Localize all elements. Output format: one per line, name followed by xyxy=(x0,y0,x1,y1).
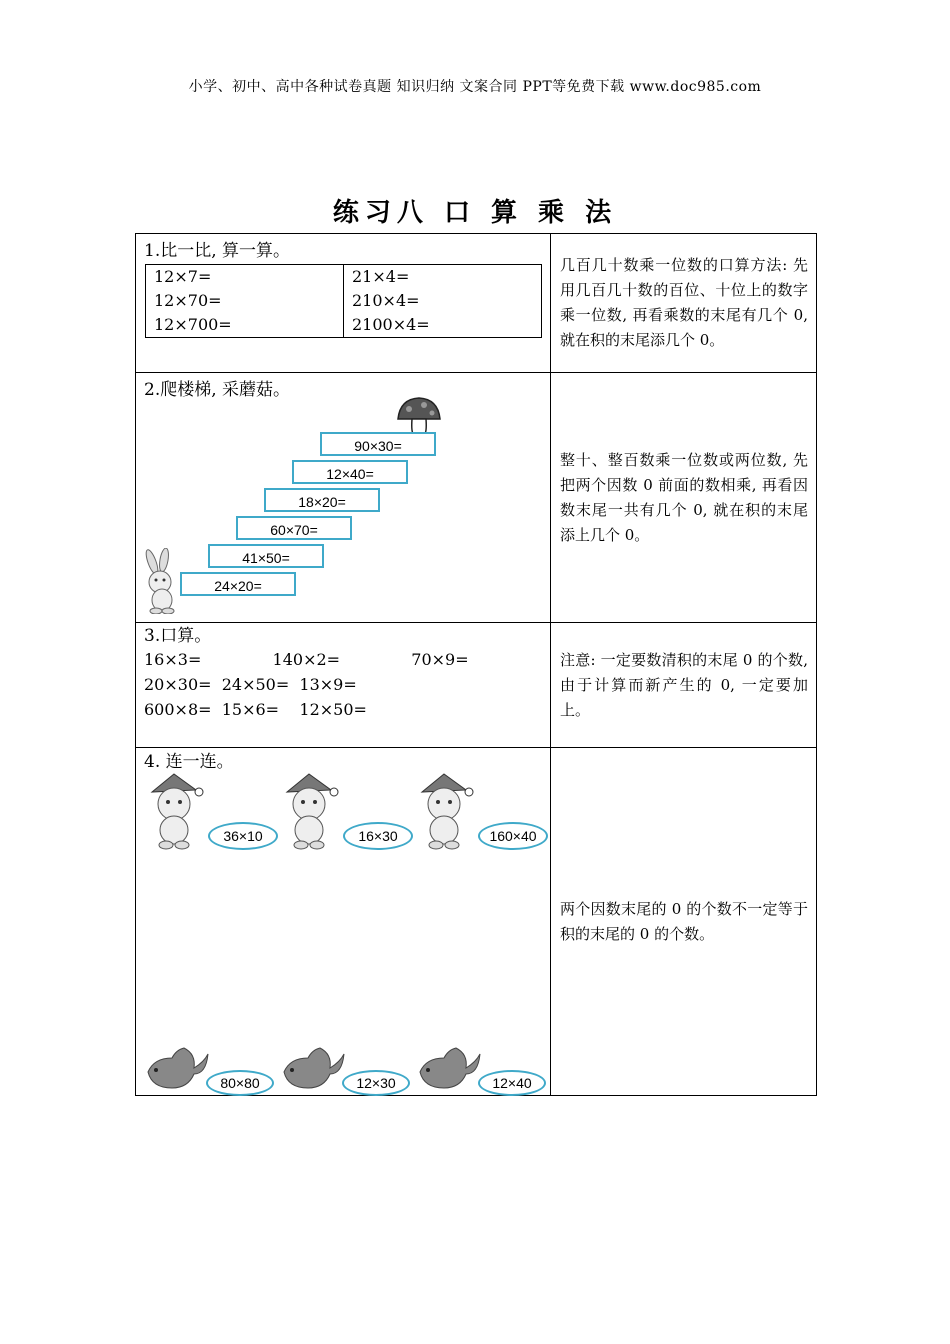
q2-cell xyxy=(136,373,551,623)
cat-icon xyxy=(279,772,341,850)
fish-expression[interactable]: 12×40 xyxy=(478,1070,546,1096)
goldfish-icon xyxy=(280,1044,346,1092)
stair-step[interactable]: 41×50= xyxy=(208,544,324,568)
q3-line: 20×30= 24×50= 13×9= xyxy=(144,675,357,694)
q4-note: 两个因数末尾的 0 的个数不一定等于积的末尾的 0 的个数。 xyxy=(560,899,808,943)
stair-step[interactable]: 24×20= xyxy=(180,572,296,596)
q1-item: 2100×4= xyxy=(352,315,430,334)
q2-note: 整十、整百数乘一位数或两位数, 先把两个因数 0 前面的数相乘, 再看因数末尾一共有几个 0, 就在积的末尾添上几个 0。 xyxy=(560,450,808,544)
q1-item: 12×70= xyxy=(154,291,222,310)
q1-note: 几百几十数乘一位数的口算方法: 先用几百几十数的百位、十位上的数字乘一位数, 再看乘数的末尾有几个 0, 就在积的末尾添几个 0。 xyxy=(560,256,808,349)
cat-expression[interactable]: 16×30 xyxy=(343,822,413,850)
q1-note-cell xyxy=(551,234,817,373)
stair-step[interactable]: 60×70= xyxy=(236,516,352,540)
cat-expression[interactable]: 160×40 xyxy=(478,822,548,850)
fish-expression[interactable]: 80×80 xyxy=(206,1070,274,1096)
q4-note-cell xyxy=(551,748,817,1096)
q1-item: 12×700= xyxy=(154,315,232,334)
q4-title: 4. 连一连。 xyxy=(144,752,234,772)
page-title: 练习八 口 算 乘 法 xyxy=(332,198,618,228)
cat-icon xyxy=(414,772,476,850)
goldfish-icon xyxy=(144,1044,210,1092)
q3-title: 3.口算。 xyxy=(144,626,212,646)
q1-item: 210×4= xyxy=(352,291,420,310)
q1-item: 21×4= xyxy=(352,267,410,286)
q1-col2 xyxy=(344,265,542,338)
cat-icon xyxy=(144,772,206,850)
stair-step[interactable]: 18×20= xyxy=(264,488,380,512)
exercise-table xyxy=(135,233,817,1096)
q3-cell xyxy=(136,623,551,748)
q3-note: 注意: 一定要数清积的末尾 0 的个数, 由于计算而新产生的 0, 一定要加上。 xyxy=(560,650,808,719)
goldfish-icon xyxy=(416,1044,482,1092)
q2-note-cell xyxy=(551,373,817,623)
fish-expression[interactable]: 12×30 xyxy=(342,1070,410,1096)
page-header: 小学、初中、高中各种试卷真题 知识归纳 文案合同 PPT等免费下载 www.doc985.com xyxy=(188,79,762,95)
q1-title: 1.比一比, 算一算。 xyxy=(144,241,291,261)
q2-title: 2.爬楼梯, 采蘑菇。 xyxy=(144,380,291,400)
stair-step[interactable]: 90×30= xyxy=(320,432,436,456)
rabbit-icon xyxy=(142,548,184,614)
mushroom-icon xyxy=(394,395,444,437)
q4-cell xyxy=(136,748,551,1096)
q3-note-cell xyxy=(551,623,817,748)
q1-cell xyxy=(136,234,551,373)
q1-item: 12×7= xyxy=(154,267,212,286)
q3-line: 600×8= 15×6= 12×50= xyxy=(144,700,367,719)
matching-area xyxy=(136,748,550,1096)
q1-col1 xyxy=(146,265,344,338)
staircase xyxy=(136,373,550,623)
q3-line: 16×3= 140×2= 70×9= xyxy=(144,650,469,669)
q1-compare-table xyxy=(145,264,542,338)
cat-expression[interactable]: 36×10 xyxy=(208,822,278,850)
stair-step[interactable]: 12×40= xyxy=(292,460,408,484)
